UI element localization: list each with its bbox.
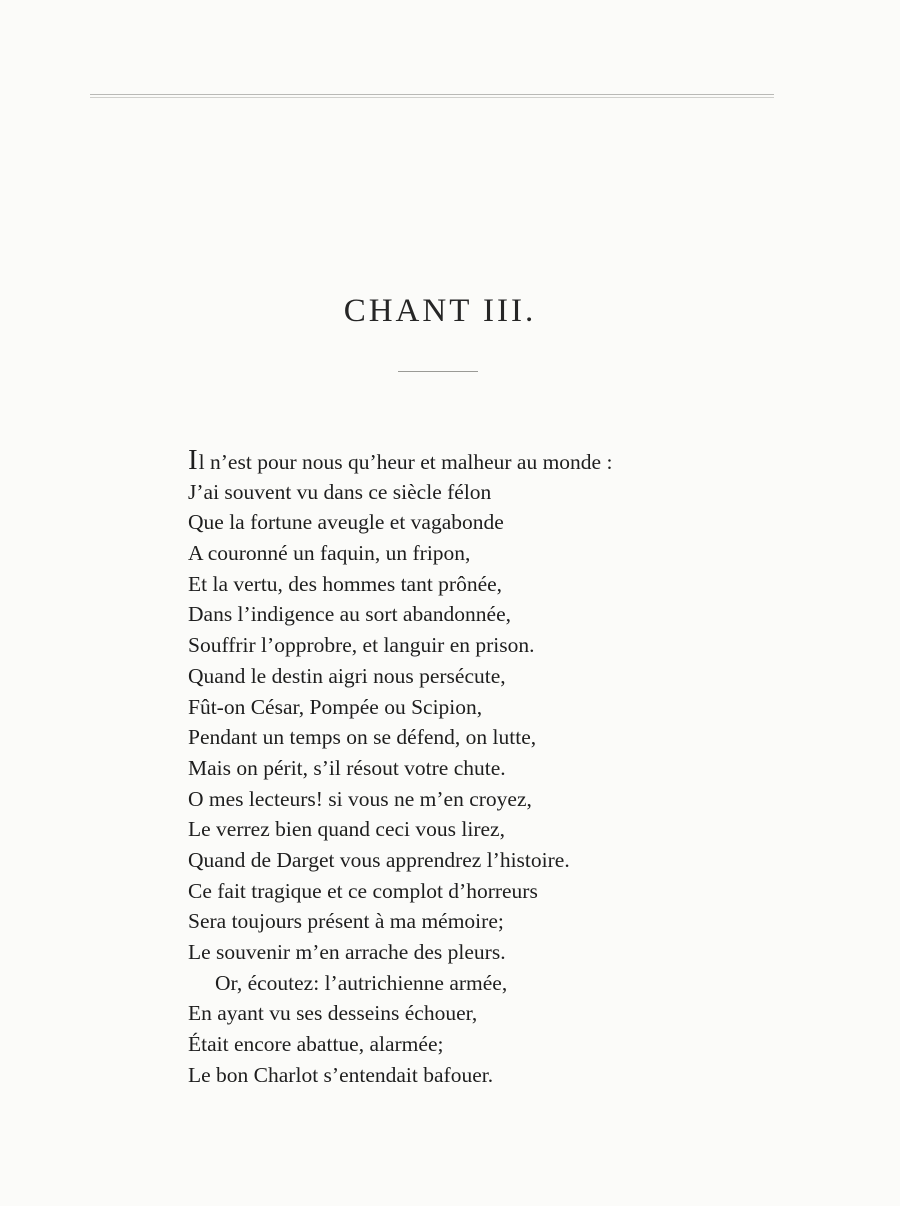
poem-line-text: l n’est pour nous qu’heur et malheur au monde : [198,450,613,474]
poem-line: Dans l’indigence au sort abandonnée, [188,602,511,627]
poem-text [188,446,748,1090]
header-rule [90,94,774,100]
poem-line: Le verrez bien quand ceci vous lirez, [188,817,505,842]
chapter-heading: CHANT III. [343,293,537,329]
poem-line: Quand de Darget vous apprendrez l’histoire. [188,847,570,872]
header-rule-line [90,97,774,98]
poem-line: Souffrir l’opprobre, et languir en prison. [188,633,535,658]
poem-line [188,446,748,477]
poem-line: A couronné un faquin, un fripon, [188,541,471,566]
poem-line: Or, écoutez: l’autrichienne armée, [215,970,508,995]
poem-line: O mes lecteurs! si vous ne m’en croyez, [188,786,532,811]
initial-letter: I [188,444,198,476]
header-rule-line [90,94,774,95]
poem-line: Le bon Charlot s’entendait bafouer. [188,1062,494,1087]
heading-divider [398,371,478,372]
poem-line: Fût-on César, Pompée ou Scipion, [188,694,483,719]
poem-line: Et la vertu, des hommes tant prônée, [188,571,503,596]
poem-line: Était encore abattue, alarmée; [188,1032,444,1057]
poem-line: J’ai souvent vu dans ce siècle félon [188,479,492,504]
poem-line: Mais on périt, s’il résout votre chute. [188,755,506,780]
poem-line: Sera toujours présent à ma mémoire; [188,909,504,934]
poem-line: Le souvenir m’en arrache des pleurs. [188,940,506,964]
poem-line: Pendant un temps on se défend, on lutte, [188,725,537,750]
poem-line: Que la fortune aveugle et vagabonde [188,510,504,535]
poem-line: Quand le destin aigri nous persécute, [188,663,506,688]
poem-line: En ayant vu ses desseins échouer, [188,1001,478,1026]
poem-line: Ce fait tragique et ce complot d’horreurs [188,878,538,903]
